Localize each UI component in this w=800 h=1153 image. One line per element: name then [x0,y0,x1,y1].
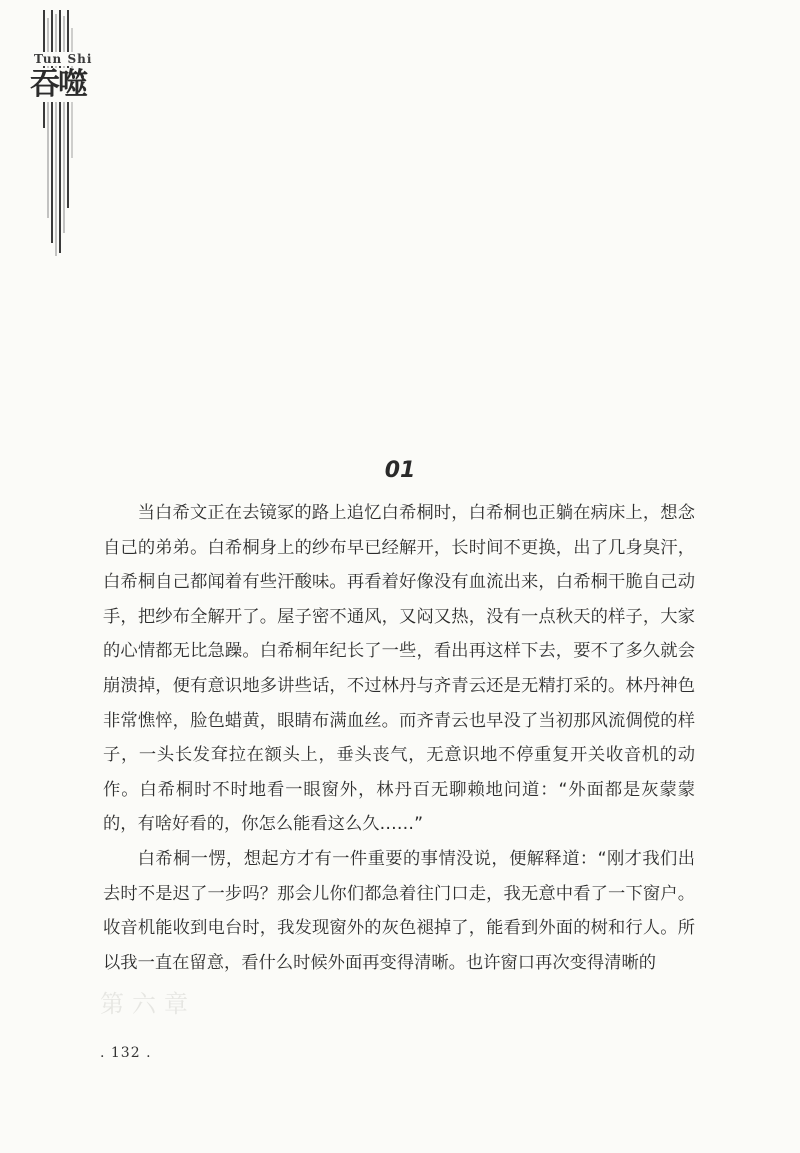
logo-latin-text: Tun Shi [34,52,93,66]
paragraph: 当白希文正在去镜冢的路上追忆白希桐时，白希桐也正躺在病床上，想念自己的弟弟。白希桐身上的纱布早已经解开，长时间不更换，出了几身臭汗，白希桐自己都闻着有些汗酸味。再看着好像没有血流出来，白希桐干脆自己动手，把纱布全解开了。屋子密不通风，又闷又热，没有一点秋天的样子，大家的心情都无比急躁。白希桐年纪长了一些，看出再这样下去，要不了多久就会崩溃掉，便有意识地多讲些话，不过林丹与齐青云还是无精打采的。林丹神色非常憔悴，脸色蜡黄，眼睛布满血丝。而齐青云也早没了当初那风流倜傥的样子，一头长发耷拉在额头上，垂头丧气，无意识地不停重复开关收音机的动作。白希桐时不时地看一眼窗外，林丹百无聊赖地问道：“外面都是灰蒙蒙的，有啥好看的，你怎么能看这么久……” [103,503,695,835]
book-title-logo [26,8,116,258]
body-text [103,496,695,980]
logo-cjk-text: 吞噬 [30,67,86,102]
show-through-text: 第六章 [100,990,196,1018]
chapter-number: 01 [384,458,416,483]
logo-vertical-lines-icon [26,8,116,258]
paragraph: 白希桐一愣，想起方才有一件重要的事情没说，便解释道：“刚才我们出去时不是迟了一步吗？那会儿你们都急着往门口走，我无意中看了一下窗户。收音机能收到电台时，我发现窗外的灰色褪掉了，能看到外面的树和行人。所以我一直在留意，看什么时候外面再变得清晰。也许窗口再次变得清晰的 [103,848,695,973]
page-number: . 132 . [100,1045,152,1061]
